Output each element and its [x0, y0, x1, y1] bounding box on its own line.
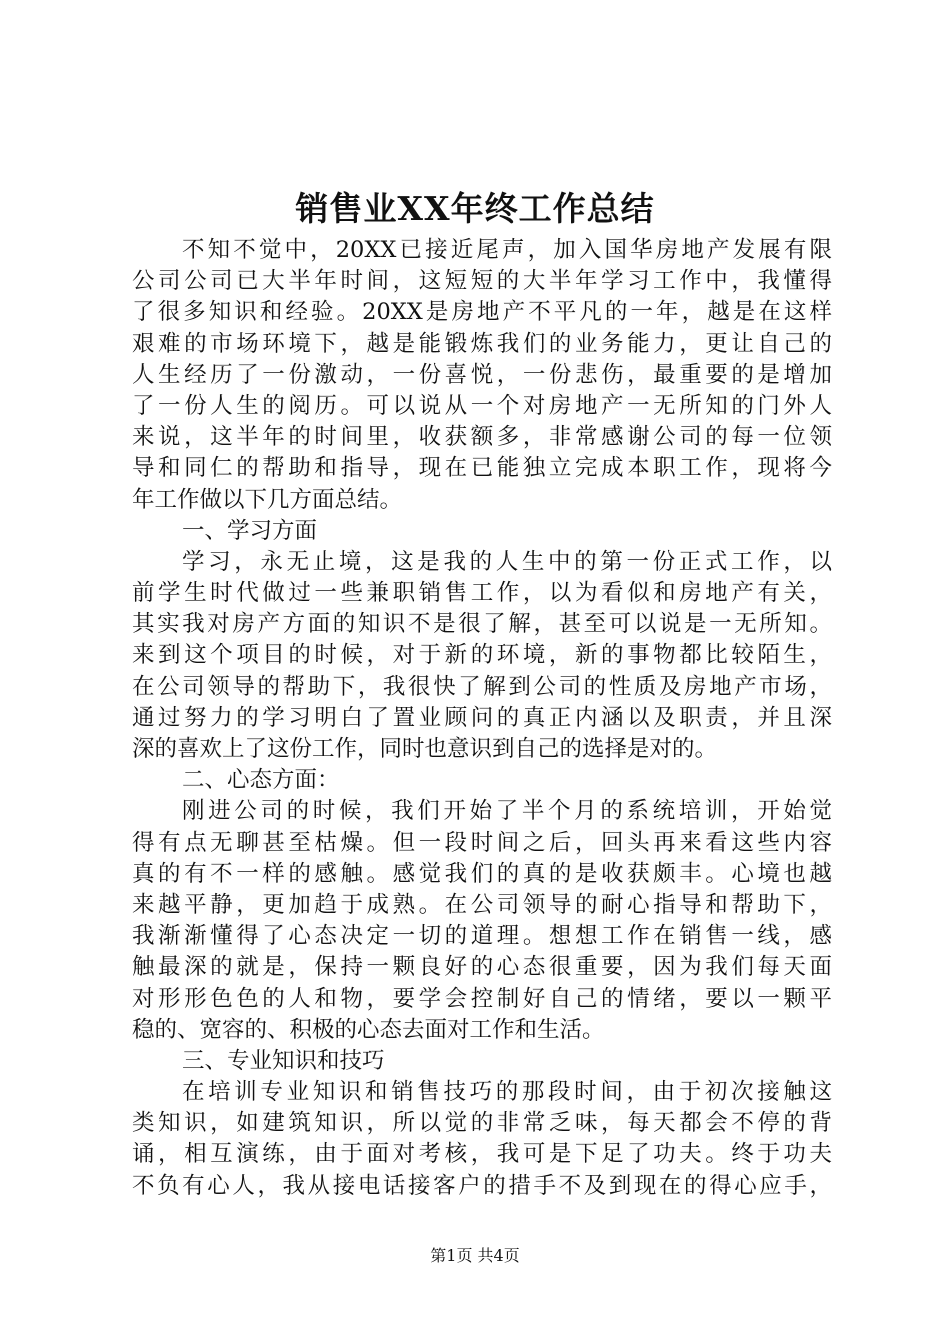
paragraph-line: 导和同仁的帮助和指导，现在已能独立完成本职工作，现将今	[132, 455, 832, 482]
paragraph-line: 公司公司已大半年时间，这短短的大半年学习工作中，我懂得	[132, 268, 832, 295]
paragraph-line: 年工作做以下几方面总结。	[132, 486, 403, 513]
section-heading: 二、心态方面：	[182, 767, 340, 794]
paragraph-line: 我渐渐懂得了心态决定一切的道理。想想工作在销售一线，感	[132, 923, 832, 950]
paragraph-line: 对形形色色的人和物，要学会控制好自己的情绪，要以一颗平	[132, 985, 832, 1012]
paragraph-line: 稳的、宽容的、积极的心态去面对工作和生活。	[132, 1016, 605, 1043]
paragraph-line: 学习，永无止境，这是我的人生中的第一份正式工作，以	[182, 548, 832, 575]
paragraph-line: 真的有不一样的感触。感觉我们的真的是收获颇丰。心境也越	[132, 860, 832, 887]
paragraph-line: 通过努力的学习明白了置业顾问的真正内涵以及职责，并且深	[132, 704, 832, 731]
document-body	[132, 235, 832, 1202]
paragraph-line: 刚进公司的时候，我们开始了半个月的系统培训，开始觉	[182, 798, 832, 825]
page-footer: 第1页 共4页	[430, 1246, 520, 1265]
paragraph-line: 不知不觉中，20XX已接近尾声，加入国华房地产发展有限	[182, 237, 832, 263]
paragraph-line: 深的喜欢上了这份工作，同时也意识到自己的选择是对的。	[132, 736, 718, 762]
paragraph-line: 前学生时代做过一些兼职销售工作，以为看似和房地产有关，	[132, 580, 832, 607]
section-heading: 一、学习方面	[182, 517, 318, 544]
paragraph-line: 在培训专业知识和销售技巧的那段时间，由于初次接触这	[182, 1079, 832, 1106]
paragraph-line: 触最深的就是，保持一颗良好的心态很重要，因为我们每天面	[132, 954, 832, 981]
paragraph-line: 得有点无聊甚至枯燥。但一段时间之后，回头再来看这些内容	[132, 829, 832, 856]
paragraph-line: 来越平静，更加趋于成熟。在公司领导的耐心指导和帮助下，	[132, 891, 832, 918]
paragraph-line: 了很多知识和经验。20XX是房地产不平凡的一年，越是在这样	[132, 299, 832, 326]
paragraph-line: 来说，这半年的时间里，收获额多，非常感谢公司的每一位领	[132, 424, 832, 451]
paragraph-line: 不负有心人，我从接电话接客户的措手不及到现在的得心应手，	[132, 1172, 832, 1199]
paragraph-line: 来到这个项目的时候，对于新的环境，新的事物都比较陌生，	[132, 642, 832, 669]
paragraph-line: 诵，相互演练，由于面对考核，我可是下足了功夫。终于功夫	[132, 1141, 832, 1168]
paragraph-line: 其实我对房产方面的知识不是很了解，甚至可以说是一无所知。	[132, 611, 832, 638]
paragraph-line: 了一份人生的阅历。可以说从一个对房地产一无所知的门外人	[132, 392, 832, 419]
section-heading: 三、专业知识和技巧	[182, 1047, 385, 1074]
paragraph-line: 艰难的市场环境下，越是能锻炼我们的业务能力，更让自己的	[132, 330, 832, 357]
paragraph-line: 类知识，如建筑知识，所以觉的非常乏味，每天都会不停的背	[132, 1110, 832, 1137]
paragraph-line: 人生经历了一份激动，一份喜悦，一份悲伤，最重要的是增加	[132, 361, 832, 388]
paragraph-line: 在公司领导的帮助下，我很快了解到公司的性质及房地产市场，	[132, 673, 832, 700]
document-title: 销售业XX年终工作总结	[295, 189, 655, 228]
